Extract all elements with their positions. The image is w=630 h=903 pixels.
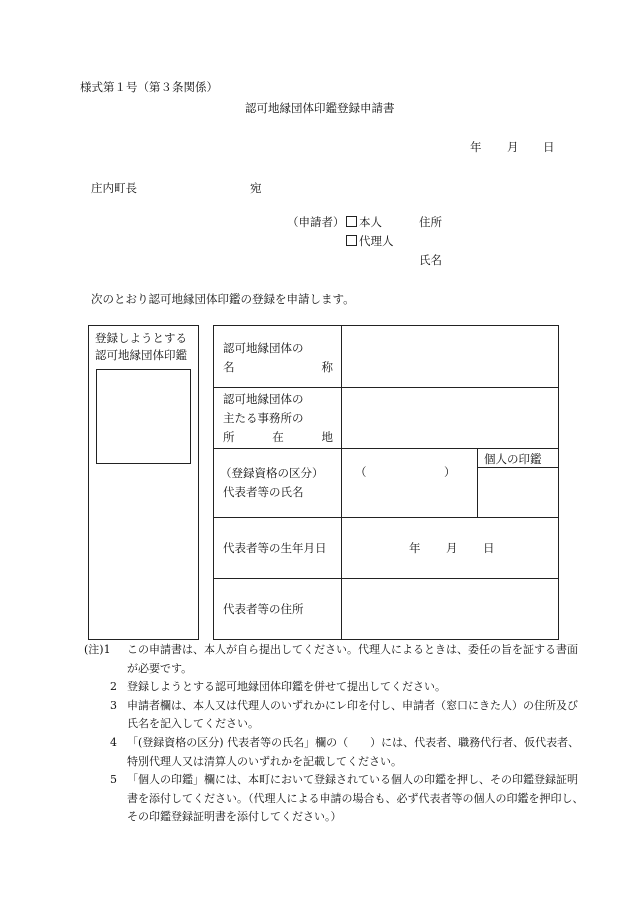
birthdate-day-label: 日 <box>483 541 495 555</box>
org-name-field[interactable] <box>342 326 558 386</box>
rep-name-label-line2: 代表者等の氏名 <box>223 485 304 499</box>
form-number: 様式第１号（第３条関係） <box>80 80 218 94</box>
org-name-label <box>223 339 333 377</box>
rep-name-label <box>220 464 330 502</box>
self-checkbox[interactable] <box>346 216 357 227</box>
birthdate-month-label: 月 <box>446 541 458 555</box>
qualification-field[interactable] <box>364 462 442 480</box>
note-item <box>84 697 584 734</box>
table-row-divider <box>213 517 559 518</box>
note-text: 「個人の印鑑」欄には、本町において登録されている個人の印鑑を押し、その印鑑登録証明書を添付してください。（代理人による申請の場合も、必ず代表者等の個人の印鑑を押印し、その印鑑登録証明書を添付してください。） <box>127 773 584 824</box>
note-number: (注)1 <box>84 643 111 656</box>
date-month-label: 月 <box>507 140 519 154</box>
birthdate-year-label: 年 <box>409 541 421 555</box>
qualification-paren-close: ） <box>444 465 456 479</box>
note-item <box>84 734 584 771</box>
note-number: 5 <box>110 773 117 787</box>
qualification-paren-open: （ <box>355 465 367 479</box>
note-text: 申請者欄は、本人又は代理人のいずれかにレ印を付し、申請者（窓口にきた人）の住所及び氏名を記入してください。 <box>127 698 578 731</box>
seal-impression-area[interactable] <box>96 369 191 464</box>
rep-name-label-line1: （登録資格の区分） <box>220 466 324 480</box>
applicant-name-label: 氏名 <box>419 253 442 267</box>
personal-seal-area[interactable] <box>478 468 558 516</box>
note-item <box>84 771 584 827</box>
office-label-line2: 主たる事務所の <box>223 411 304 425</box>
note-item <box>84 641 584 678</box>
note-number: 2 <box>110 680 117 694</box>
proxy-label: 代理人 <box>359 234 394 248</box>
document-title: 認可地縁団体印鑑登録申請書 <box>245 101 395 115</box>
office-label-line1: 認可地縁団体の <box>223 392 304 406</box>
rep-name-field[interactable] <box>342 484 476 516</box>
rep-address-field[interactable] <box>342 579 558 639</box>
note-number: 4 <box>110 735 117 749</box>
seal-box-label-line1: 登録しようとする <box>95 331 187 345</box>
date-day-label: 日 <box>543 140 555 154</box>
table-row-divider <box>213 448 559 449</box>
self-label: 本人 <box>359 215 382 229</box>
seal-box-label <box>95 330 187 364</box>
note-number: 3 <box>110 698 117 712</box>
note-text: 「(登録資格の区分) 代表者等の氏名」欄の（ ）には、代表者、職務代行者、仮代表者、特別代理人又は清算人のいずれかを記載してください。 <box>127 735 580 768</box>
date-year-label: 年 <box>470 140 482 154</box>
applicant-label: （申請者） <box>287 215 345 229</box>
org-name-label-line2: 名 称 <box>223 360 333 374</box>
honorific: 宛 <box>250 181 262 195</box>
personal-seal-header: 個人の印鑑 <box>484 452 542 466</box>
note-text: この申請書は、本人が自ら提出してください。代理人によるときは、委任の旨を証する書面が必要です。 <box>127 643 578 675</box>
applicant-option-self[interactable] <box>346 214 382 230</box>
birthdate-label: 代表者等の生年月日 <box>223 541 327 555</box>
addressee: 庄内町長 <box>91 181 137 195</box>
rep-address-label: 代表者等の住所 <box>223 602 304 616</box>
office-label-line3: 所 在 地 <box>223 430 333 444</box>
seal-box-label-line2: 認可地縁団体印鑑 <box>95 348 187 362</box>
notes-section <box>84 641 584 827</box>
note-item <box>84 678 584 697</box>
application-statement: 次のとおり認可地縁団体印鑑の登録を申請します。 <box>91 292 355 306</box>
org-name-label-line1: 認可地縁団体の <box>223 341 304 355</box>
office-location-field[interactable] <box>342 388 558 447</box>
applicant-address-label: 住所 <box>419 215 442 229</box>
proxy-checkbox[interactable] <box>346 235 357 246</box>
office-location-label <box>223 390 333 447</box>
note-text: 登録しようとする認可地縁団体印鑑を併せて提出してください。 <box>127 680 446 694</box>
applicant-option-proxy[interactable] <box>346 233 394 249</box>
